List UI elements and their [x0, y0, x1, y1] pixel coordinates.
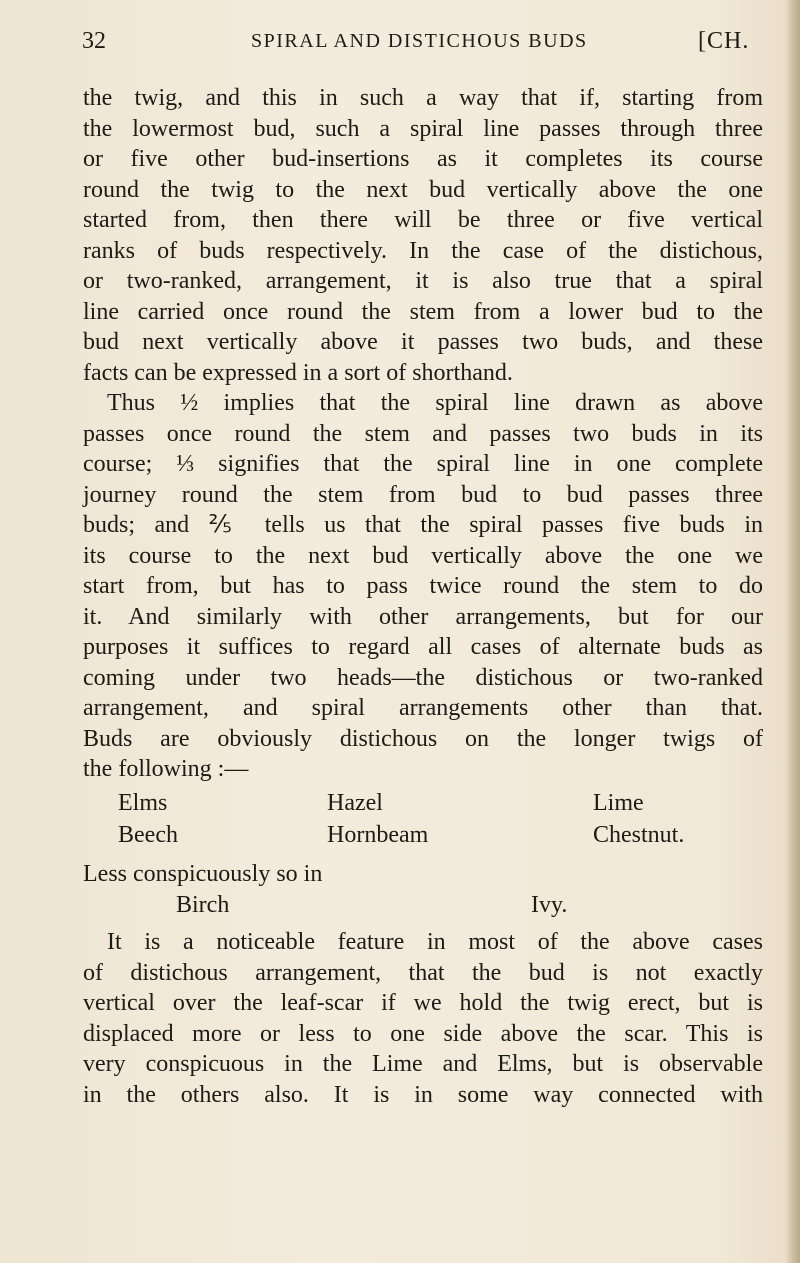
- tree-birch: Birch: [176, 892, 230, 918]
- text-line: of distichous arrangement, that the bud is not exactly: [83, 959, 763, 986]
- less-conspicuous-tree-list: [83, 889, 763, 925]
- tree-hornbeam: Hornbeam: [327, 821, 429, 848]
- text-line: vertical over the leaf-scar if we hold the twig erect, but is: [83, 990, 763, 1016]
- text-line: course; ⅓ signifies that the spiral line in one complete: [83, 451, 763, 477]
- tree-hazel: Hazel: [327, 789, 383, 816]
- text-line: or two-ranked, arrangement, it is also true that a spiral: [83, 268, 763, 294]
- text-line: the lowermost bud, such a spiral line passes through three: [83, 115, 763, 142]
- text-line: line carried once round the stem from a lower bud to the: [83, 298, 763, 325]
- text-line: purposes it suffices to regard all cases of alternate buds as: [83, 634, 763, 660]
- paragraph-3: [83, 927, 763, 1110]
- body-text: [83, 83, 763, 1110]
- text-line: It is a noticeable feature in most of the above cases: [107, 929, 763, 955]
- distichous-tree-list: [83, 788, 763, 853]
- tree-elms: Elms: [118, 789, 168, 816]
- text-line: journey round the stem from bud to bud passes three: [83, 481, 763, 508]
- text-line: started from, then there will be three or five vertical: [83, 207, 763, 233]
- text-line: the twig, and this in such a way that if, starting from: [83, 85, 763, 111]
- page-edge-shadow: [786, 0, 800, 1263]
- text-line: the following :—: [83, 756, 249, 782]
- text-line: its course to the next bud vertically above the one we: [83, 542, 763, 569]
- text-line: Thus ½ implies that the spiral line drawn as above: [107, 390, 763, 416]
- text-line: it. And similarly with other arrangements, but for our: [83, 603, 763, 630]
- tree-beech: Beech: [118, 821, 178, 848]
- text-line: passes once round the stem and passes two buds in its: [83, 420, 763, 447]
- tree-lime: Lime: [593, 789, 644, 816]
- text-line: in the others also. It is in some way connected with: [83, 1081, 763, 1108]
- paragraph-2: [83, 388, 763, 785]
- text-line: Buds are obviously distichous on the longer twigs of: [83, 725, 763, 752]
- text-line: round the twig to the next bud vertically above the one: [83, 176, 763, 203]
- text-line: or five other bud-insertions as it completes its course: [83, 146, 763, 172]
- text-line: buds; and ⅖ tells us that the spiral passes five buds in: [83, 512, 763, 538]
- text-line: bud next vertically above it passes two buds, and these: [83, 329, 763, 355]
- text-line: arrangement, and spiral arrangements other than that.: [83, 695, 763, 721]
- page-number: 32: [82, 28, 106, 54]
- text-line: ranks of buds respectively. In the case of the distichous,: [83, 237, 763, 264]
- text-line: displaced more or less to one side above the scar. This is: [83, 1020, 763, 1047]
- paragraph-1: [83, 83, 763, 388]
- chapter-marker: [CH.: [698, 28, 750, 54]
- less-conspicuous-line: Less conspicuously so in: [83, 860, 323, 887]
- text-line: facts can be expressed in a sort of shorthand.: [83, 359, 513, 386]
- text-line: very conspicuous in the Lime and Elms, but is observable: [83, 1051, 763, 1077]
- text-line: start from, but has to pass twice round the stem to do: [83, 573, 763, 599]
- running-title: SPIRAL AND DISTICHOUS BUDS: [251, 30, 588, 52]
- text-line: coming under two heads—the distichous or two-ranked: [83, 664, 763, 691]
- tree-chestnut: Chestnut.: [593, 821, 685, 848]
- running-header: [58, 22, 760, 62]
- tree-ivy: Ivy.: [531, 892, 568, 918]
